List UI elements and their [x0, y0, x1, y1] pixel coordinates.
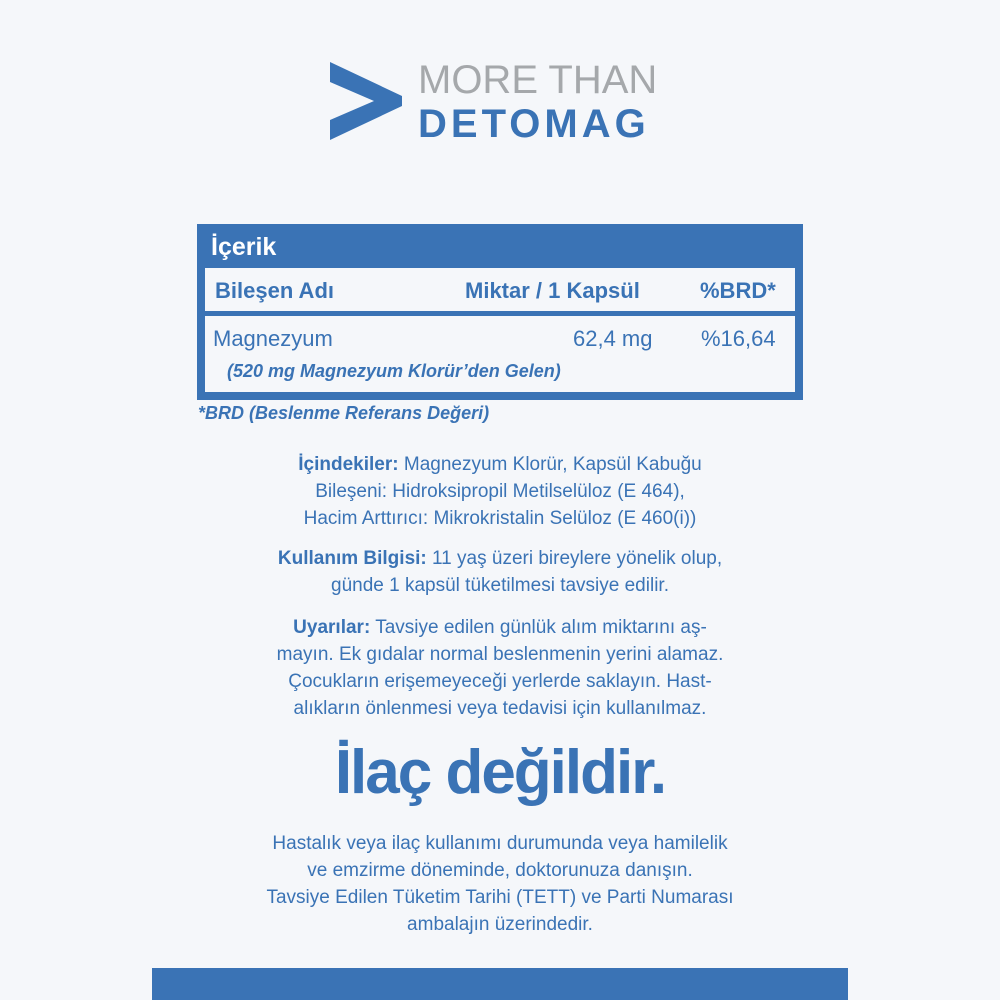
ingredients-line: Bileşeni: Hidroksipropil Metilselüloz (E 464), [315, 481, 685, 502]
ingredients-line: Hacim Arttırıcı: Mikrokristalin Selüloz (E 460(i)) [303, 508, 697, 529]
warnings-paragraph [150, 614, 850, 722]
table-title: İçerik [211, 233, 277, 261]
header-ingredient-name: Bileşen Adı [215, 278, 334, 303]
warnings-line: Çocukların erişemeyeceği yerlerde saklayın. Hast- [288, 671, 712, 692]
warnings-label: Uyarılar: [293, 617, 371, 638]
footer-line: Tavsiye Edilen Tüketim Tarihi (TETT) ve Parti Numarası [266, 887, 734, 908]
table-divider [205, 311, 795, 316]
usage-line: günde 1 kapsül tüketilmesi tavsiye edilir. [331, 575, 669, 596]
ingredients-paragraph [150, 451, 850, 532]
usage-paragraph [150, 545, 850, 599]
logo-text-bottom: DETOMAG [418, 102, 650, 146]
row-amount: 62,4 mg [573, 326, 653, 351]
brand-logo [330, 58, 680, 146]
arrow-logo-icon [330, 62, 402, 140]
footer-paragraph [150, 830, 850, 938]
usage-label: Kullanım Bilgisi: [277, 548, 427, 569]
row-brd: %16,64 [701, 326, 776, 351]
usage-line: 11 yaş üzeri bireylere yönelik olup, [426, 548, 723, 569]
not-a-drug-heading: İlaç değildir. [334, 738, 666, 807]
footer-line: Hastalık veya ilaç kullanımı durumunda veya hamilelik [272, 833, 728, 854]
ingredients-label: İçindekiler: [298, 454, 399, 475]
header-brd: %BRD* [700, 278, 776, 303]
footer-line: ambalajın üzerindedir. [407, 914, 593, 935]
warnings-line: Tavsiye edilen günlük alım miktarını aş- [370, 617, 707, 638]
nutrition-table [197, 224, 803, 400]
ingredients-line: Magnezyum Klorür, Kapsül Kabuğu [398, 454, 702, 475]
row-source-note: (520 mg Magnezyum Klorür’den Gelen) [227, 361, 561, 381]
bottom-color-bar [152, 968, 848, 1000]
header-amount: Miktar / 1 Kapsül [465, 278, 640, 303]
warnings-line: alıkların önlenmesi veya tedavisi için kullanılmaz. [293, 698, 707, 719]
table-body [205, 268, 795, 392]
warnings-line: mayın. Ek gıdalar normal beslenmenin yerini alamaz. [276, 644, 724, 665]
footer-line: ve emzirme döneminde, doktorunuza danışın. [307, 860, 693, 881]
logo-text-top: MORE THAN [418, 58, 658, 102]
row-ingredient-name: Magnezyum [213, 326, 333, 351]
brd-footnote: *BRD (Beslenme Referans Değeri) [198, 403, 490, 423]
